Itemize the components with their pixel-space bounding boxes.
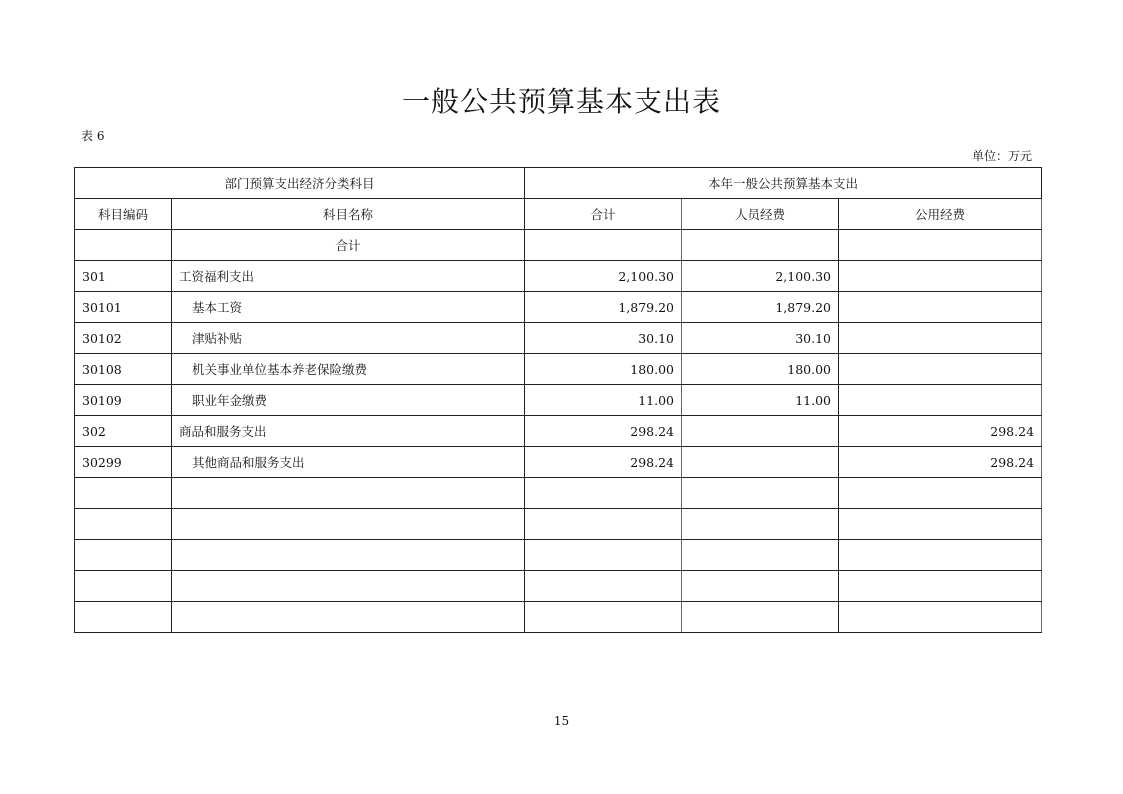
cell-code: 301	[75, 261, 172, 292]
cell-name: 职业年金缴费	[172, 385, 525, 416]
empty-cell	[839, 540, 1042, 571]
empty-cell	[682, 540, 839, 571]
empty-row	[75, 602, 1042, 633]
cell-code: 30299	[75, 447, 172, 478]
page-title: 一般公共预算基本支出表	[401, 85, 721, 118]
total-row	[75, 230, 1042, 261]
col-header-public: 公用经费	[839, 199, 1042, 230]
cell-name: 基本工资	[172, 292, 525, 323]
cell-total: 1,879.20	[525, 292, 682, 323]
empty-cell	[525, 509, 682, 540]
cell-personnel	[682, 230, 839, 261]
empty-cell	[682, 602, 839, 633]
unit-label: 单位：万元	[971, 149, 1032, 163]
col-header-personnel: 人员经费	[682, 199, 839, 230]
cell-code: 30108	[75, 354, 172, 385]
cell-public	[839, 230, 1042, 261]
cell-public	[839, 385, 1042, 416]
group-header-row	[75, 168, 1042, 199]
table-row	[75, 416, 1042, 447]
table-row	[75, 292, 1042, 323]
cell-public	[839, 354, 1042, 385]
cell-total: 298.24	[525, 416, 682, 447]
cell-code: 30102	[75, 323, 172, 354]
empty-cell	[839, 602, 1042, 633]
group-header-left: 部门预算支出经济分类科目	[75, 168, 525, 199]
cell-name: 合计	[172, 230, 525, 261]
empty-cell	[839, 571, 1042, 602]
cell-personnel: 2,100.30	[682, 261, 839, 292]
cell-name: 机关事业单位基本养老保险缴费	[172, 354, 525, 385]
cell-total: 30.10	[525, 323, 682, 354]
empty-cell	[172, 571, 525, 602]
cell-total: 298.24	[525, 447, 682, 478]
empty-cell	[75, 571, 172, 602]
cell-personnel: 11.00	[682, 385, 839, 416]
cell-personnel: 180.00	[682, 354, 839, 385]
empty-cell	[75, 602, 172, 633]
cell-code: 30109	[75, 385, 172, 416]
empty-cell	[172, 509, 525, 540]
table-row	[75, 323, 1042, 354]
cell-total: 180.00	[525, 354, 682, 385]
empty-cell	[839, 509, 1042, 540]
cell-personnel: 1,879.20	[682, 292, 839, 323]
empty-cell	[525, 602, 682, 633]
cell-name: 工资福利支出	[172, 261, 525, 292]
empty-cell	[525, 571, 682, 602]
table-row	[75, 354, 1042, 385]
cell-name: 津贴补贴	[172, 323, 525, 354]
cell-personnel	[682, 416, 839, 447]
cell-name: 其他商品和服务支出	[172, 447, 525, 478]
column-header-row	[75, 199, 1042, 230]
empty-cell	[75, 540, 172, 571]
col-header-total: 合计	[525, 199, 682, 230]
cell-public	[839, 292, 1042, 323]
empty-cell	[839, 478, 1042, 509]
col-header-code: 科目编码	[75, 199, 172, 230]
cell-name: 商品和服务支出	[172, 416, 525, 447]
cell-public	[839, 261, 1042, 292]
empty-cell	[682, 571, 839, 602]
empty-cell	[682, 478, 839, 509]
table-number: 表 6	[81, 129, 105, 143]
empty-cell	[172, 602, 525, 633]
table-row	[75, 447, 1042, 478]
empty-cell	[682, 509, 839, 540]
page-number: 15	[553, 714, 570, 728]
empty-row	[75, 509, 1042, 540]
cell-public: 298.24	[839, 447, 1042, 478]
cell-public	[839, 323, 1042, 354]
empty-cell	[75, 509, 172, 540]
budget-table	[74, 167, 1042, 633]
cell-total: 2,100.30	[525, 261, 682, 292]
cell-total: 11.00	[525, 385, 682, 416]
group-header-right: 本年一般公共预算基本支出	[525, 168, 1042, 199]
empty-row	[75, 540, 1042, 571]
cell-code: 302	[75, 416, 172, 447]
col-header-name: 科目名称	[172, 199, 525, 230]
empty-cell	[75, 478, 172, 509]
cell-code: 30101	[75, 292, 172, 323]
empty-cell	[525, 478, 682, 509]
cell-public: 298.24	[839, 416, 1042, 447]
empty-row	[75, 571, 1042, 602]
cell-total	[525, 230, 682, 261]
table-row	[75, 261, 1042, 292]
empty-cell	[525, 540, 682, 571]
empty-row	[75, 478, 1042, 509]
cell-code	[75, 230, 172, 261]
empty-cell	[172, 540, 525, 571]
table-row	[75, 385, 1042, 416]
empty-cell	[172, 478, 525, 509]
cell-personnel: 30.10	[682, 323, 839, 354]
cell-personnel	[682, 447, 839, 478]
